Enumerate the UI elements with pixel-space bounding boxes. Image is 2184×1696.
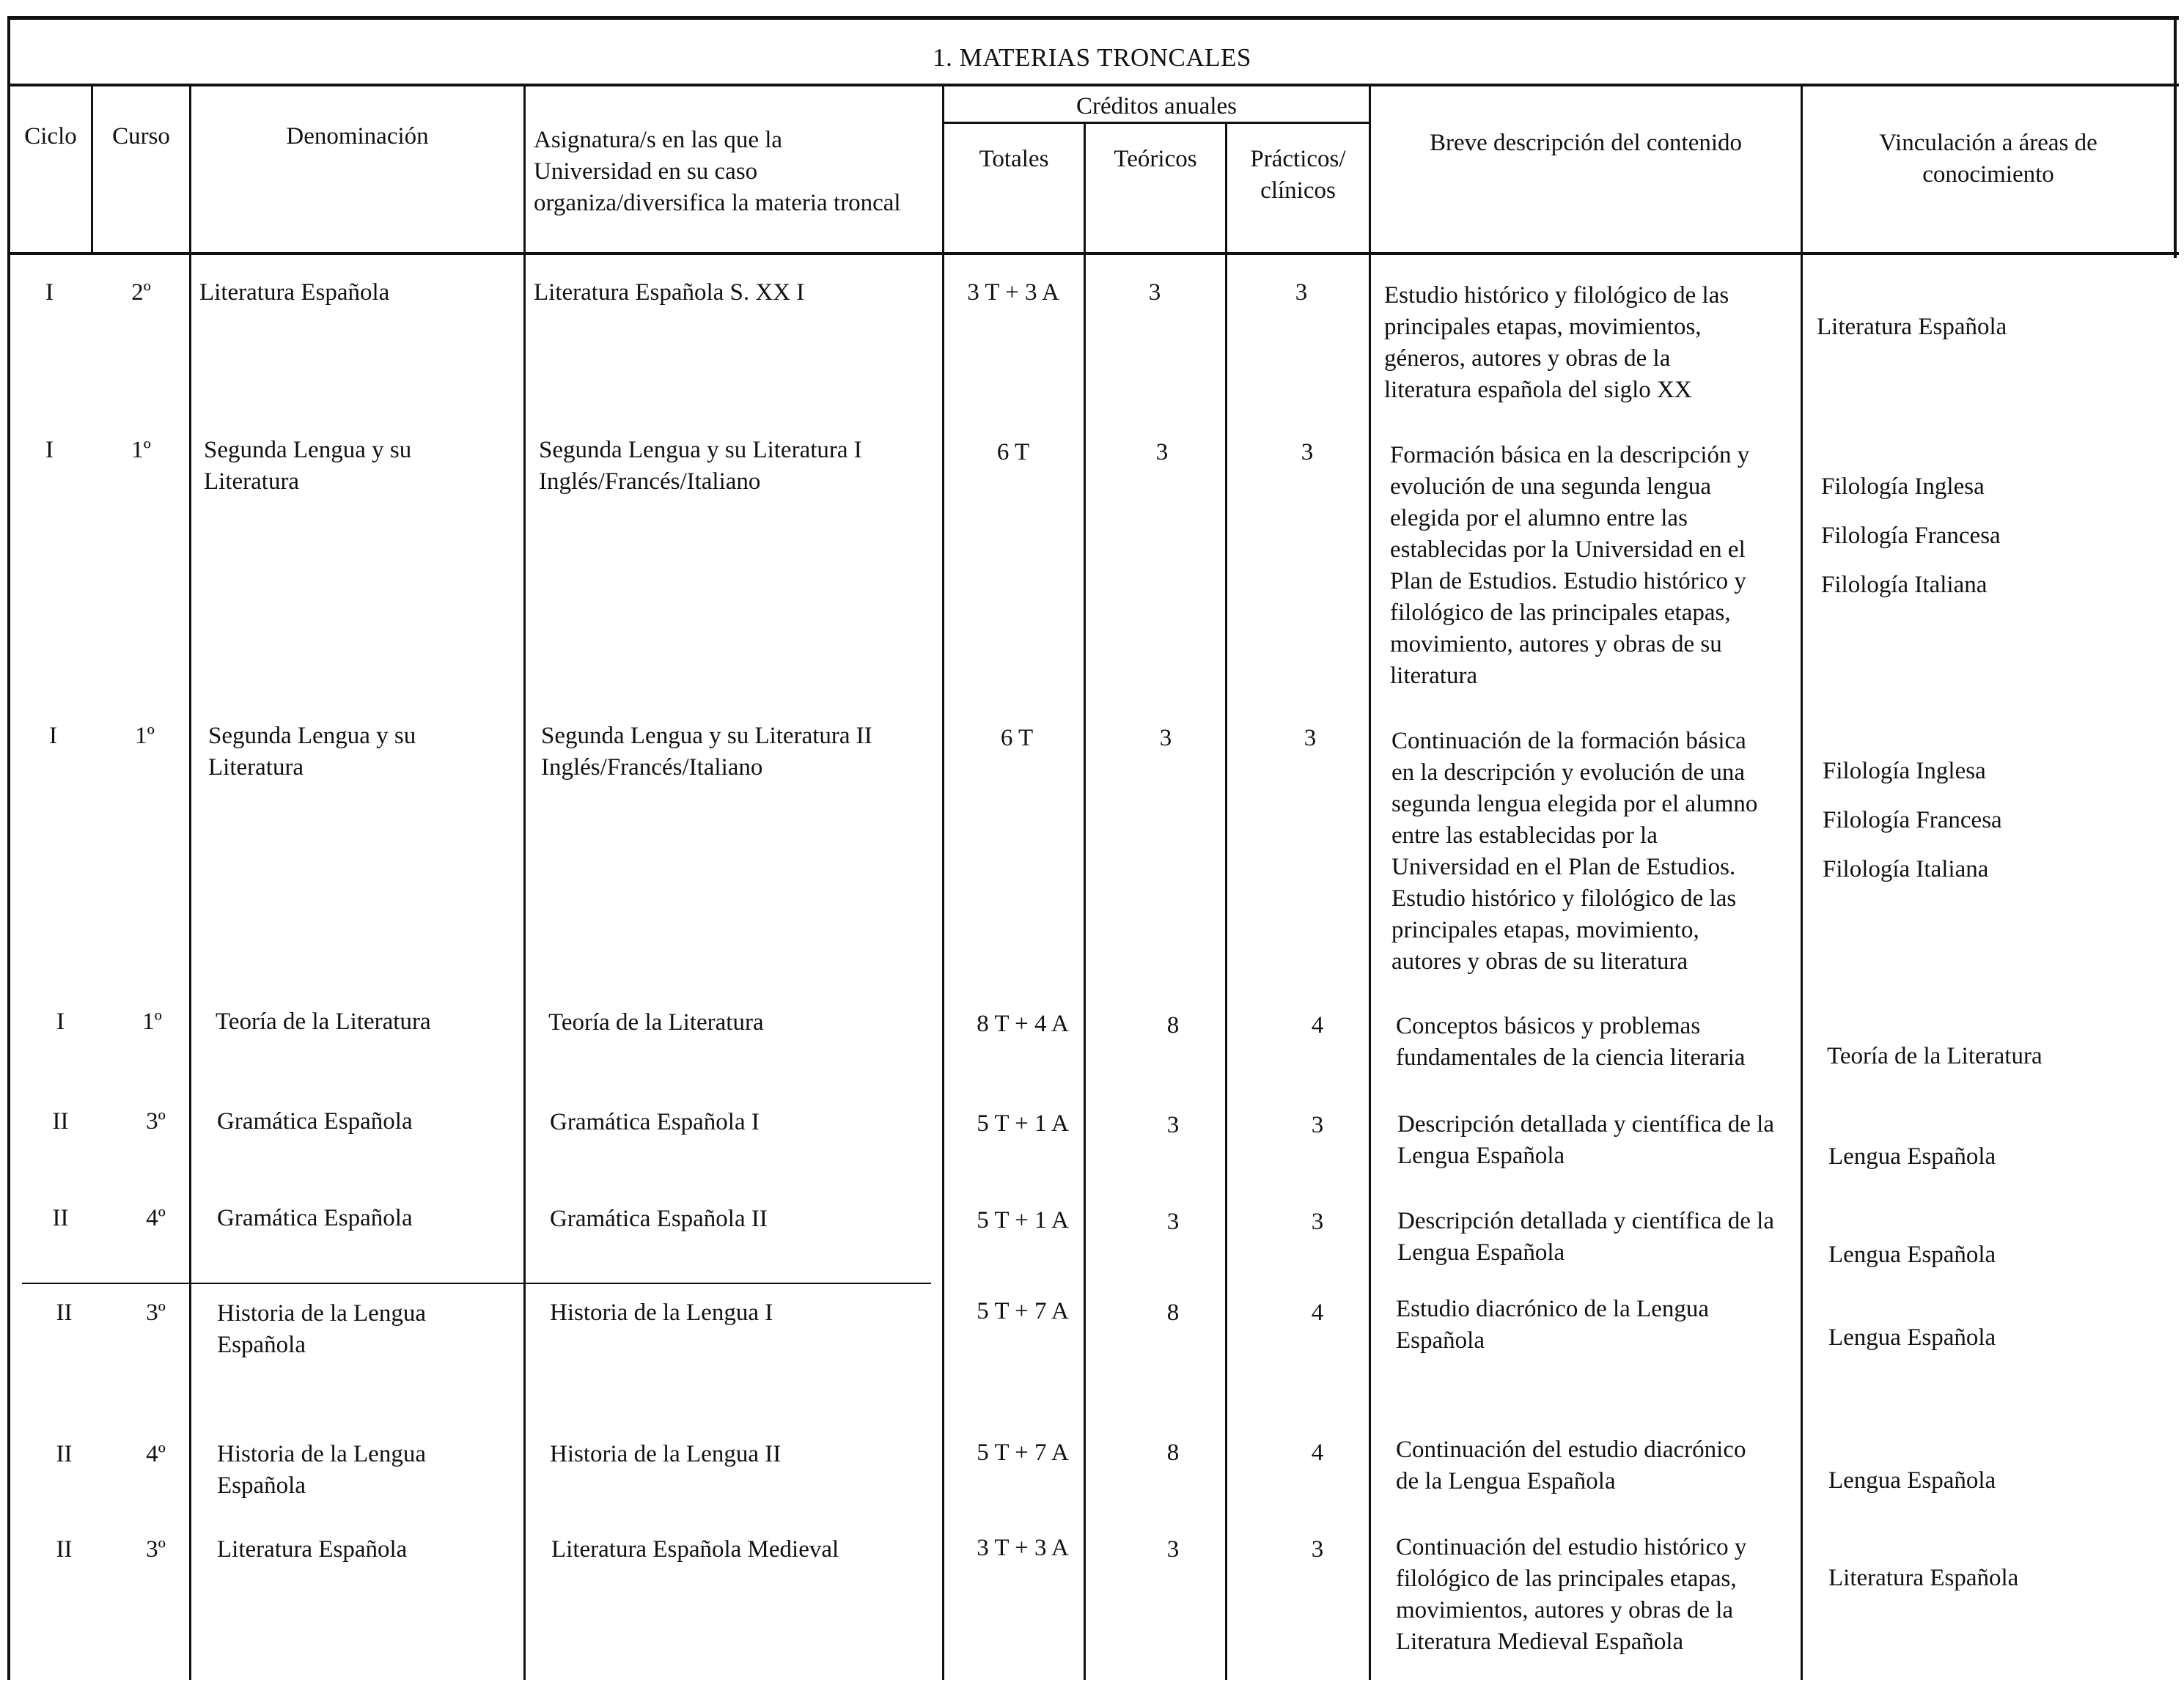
cell-areas: Filología Inglesa Filología Francesa Filología Italiana [1823, 758, 2002, 882]
cell-teoricos: 3 [1148, 279, 1161, 306]
cell-descripcion: Continuación del estudio histórico y filológico de las principales etapas, movimientos, autores y obras de la Literatura Medieval Española [1396, 1534, 1747, 1655]
cell-ciclo: II [56, 1441, 73, 1467]
cell-descripcion: Continuación del estudio diacrónico de la Lengua Española [1396, 1437, 1746, 1494]
cell-teoricos: 8 [1166, 1012, 1180, 1039]
cell-denominacion: Historia de la Lengua Española [217, 1441, 426, 1499]
cell-asignatura: Segunda Lengua y su Literatura I Inglés/Francés/Italiano [539, 437, 862, 495]
header-asignatura: Asignatura/s en las que la Universidad en su caso organiza/diversifica la materia troncal [534, 127, 901, 216]
cell-asignatura: Literatura Española S. XX I [534, 279, 805, 306]
cell-totales: 6 T [996, 439, 1030, 465]
cell-practicos: 4 [1311, 1439, 1324, 1466]
cell-descripcion: Descripción detallada y científica de la Lengua Española [1397, 1208, 1774, 1266]
cell-asignatura: Historia de la Lengua II [550, 1441, 782, 1467]
cell-curso: 3º [146, 1536, 166, 1563]
header-curso: Curso [112, 123, 170, 150]
cell-teoricos: 3 [1166, 1536, 1180, 1563]
right-border [2174, 16, 2177, 258]
col-line-asignatura-totales [942, 86, 944, 1680]
cell-teoricos: 3 [1166, 1209, 1180, 1235]
cell-asignatura: Literatura Española Medieval [551, 1536, 839, 1563]
cell-totales: 8 T + 4 A [977, 1011, 1069, 1037]
header-teoricos: Teóricos [1114, 146, 1197, 172]
left-border [7, 16, 10, 1680]
header-vinculacion: Vinculación a áreas de conocimiento [1879, 130, 2097, 188]
col-line-ciclo-curso [91, 86, 93, 255]
cell-descripcion: Estudio histórico y filológico de las principales etapas, movimientos, géneros, autores y obras de la literatura española del siglo XX [1384, 282, 1729, 403]
title-separator [7, 84, 2179, 86]
cell-asignatura: Gramática Española I [550, 1109, 760, 1135]
header-bottom-rule [7, 252, 2179, 255]
cell-practicos: 3 [1301, 439, 1314, 465]
header-descripcion: Breve descripción del contenido [1429, 130, 1743, 156]
cell-curso: 1º [131, 437, 151, 463]
cell-practicos: 3 [1295, 279, 1308, 306]
cell-areas: Lengua Española [1828, 1324, 1996, 1351]
cell-practicos: 3 [1304, 725, 1317, 751]
cell-areas: Literatura Española [1828, 1565, 2019, 1591]
cell-denominacion: Literatura Española [217, 1536, 408, 1563]
col-line-descripcion-vinculacion [1801, 86, 1803, 1680]
cell-curso: 1º [142, 1009, 162, 1035]
cell-teoricos: 8 [1166, 1299, 1180, 1326]
cell-totales: 3 T + 3 A [977, 1535, 1069, 1561]
cell-ciclo: I [56, 1009, 65, 1035]
header-practicos: Prácticos/ clínicos [1250, 146, 1346, 204]
cell-areas: Teoría de la Literatura [1827, 1043, 2043, 1069]
cell-totales: 6 T [1000, 725, 1034, 751]
cell-denominacion: Literatura Española [199, 279, 390, 306]
cell-denominacion: Teoría de la Literatura [216, 1009, 431, 1035]
cell-curso: 4º [146, 1441, 166, 1467]
cell-ciclo: II [56, 1299, 73, 1326]
cell-asignatura: Historia de la Lengua I [550, 1299, 773, 1326]
cell-practicos: 4 [1311, 1299, 1324, 1326]
cell-practicos: 3 [1311, 1112, 1324, 1138]
cell-descripcion: Estudio diacrónico de la Lengua Española [1396, 1296, 1710, 1354]
cell-descripcion: Conceptos básicos y problemas fundamentales de la ciencia literaria [1396, 1013, 1746, 1071]
cell-asignatura: Gramática Española II [550, 1206, 768, 1232]
cell-denominacion: Historia de la Lengua Española [217, 1300, 426, 1358]
cell-asignatura: Segunda Lengua y su Literatura II Inglés/Francés/Italiano [541, 723, 872, 781]
cell-ciclo: I [45, 437, 54, 463]
table-title: 1. MATERIAS TRONCALES [933, 43, 1251, 72]
cell-totales: 5 T + 7 A [977, 1298, 1069, 1324]
cell-teoricos: 3 [1155, 439, 1169, 465]
cell-ciclo: II [52, 1205, 69, 1231]
cell-ciclo: II [56, 1536, 73, 1563]
cell-curso: 3º [146, 1299, 166, 1326]
cell-areas: Literatura Española [1817, 314, 2007, 340]
cell-denominacion: Segunda Lengua y su Literatura [208, 723, 416, 781]
header-totales: Totales [979, 146, 1049, 172]
header-denominacion: Denominación [286, 123, 429, 150]
cell-totales: 5 T + 1 A [977, 1110, 1069, 1137]
cell-teoricos: 3 [1159, 725, 1172, 751]
cell-descripcion: Descripción detallada y científica de la Lengua Española [1397, 1111, 1774, 1169]
header-ciclo: Ciclo [24, 123, 77, 150]
cell-areas: Lengua Española [1828, 1143, 1996, 1170]
header-creditos-anuales: Créditos anuales [1076, 93, 1238, 119]
cell-totales: 3 T + 3 A [967, 279, 1059, 306]
cell-curso: 3º [146, 1108, 166, 1135]
cell-ciclo: I [45, 279, 54, 306]
cell-asignatura: Teoría de la Literatura [548, 1009, 764, 1036]
cell-curso: 2º [131, 279, 151, 306]
cell-curso: 4º [146, 1205, 166, 1231]
cell-denominacion: Gramática Española [217, 1205, 413, 1231]
cell-areas: Filología Inglesa Filología Francesa Filología Italiana [1821, 473, 2001, 598]
cell-descripcion: Continuación de la formación básica en la descripción y evolución de una segunda lengua elegida por el alumno entre las establecidas por la Universidad en el Plan de Estudios. Estudio histórico y filológico de las principales etapas, movimiento, autores y obras de su literatura [1391, 728, 1758, 975]
cell-practicos: 3 [1311, 1209, 1324, 1235]
cell-curso: 1º [135, 723, 155, 749]
cell-teoricos: 8 [1166, 1439, 1180, 1466]
cell-teoricos: 3 [1166, 1112, 1180, 1138]
cell-descripcion: Formación básica en la descripción y evolución de una segunda lengua elegida por el alumno entre las establecidas por la Universidad en el Plan de Estudios. Estudio histórico y filológico de las principales etapas, movimiento, autores y obras de su literatura [1390, 442, 1750, 689]
cell-totales: 5 T + 7 A [977, 1439, 1069, 1466]
col-line-denominacion-asignatura [523, 86, 526, 1680]
cell-denominacion: Gramática Española [217, 1108, 413, 1135]
cell-ciclo: II [52, 1108, 69, 1135]
top-border [7, 16, 2179, 20]
cell-totales: 5 T + 1 A [977, 1207, 1069, 1234]
cell-practicos: 3 [1311, 1536, 1324, 1563]
cell-areas: Lengua Española [1828, 1467, 1996, 1494]
cell-areas: Lengua Española [1828, 1242, 1996, 1268]
historia-row-rule [22, 1283, 931, 1284]
cell-practicos: 4 [1311, 1012, 1324, 1039]
cell-denominacion: Segunda Lengua y su Literatura [204, 437, 412, 495]
cell-ciclo: I [49, 723, 57, 749]
